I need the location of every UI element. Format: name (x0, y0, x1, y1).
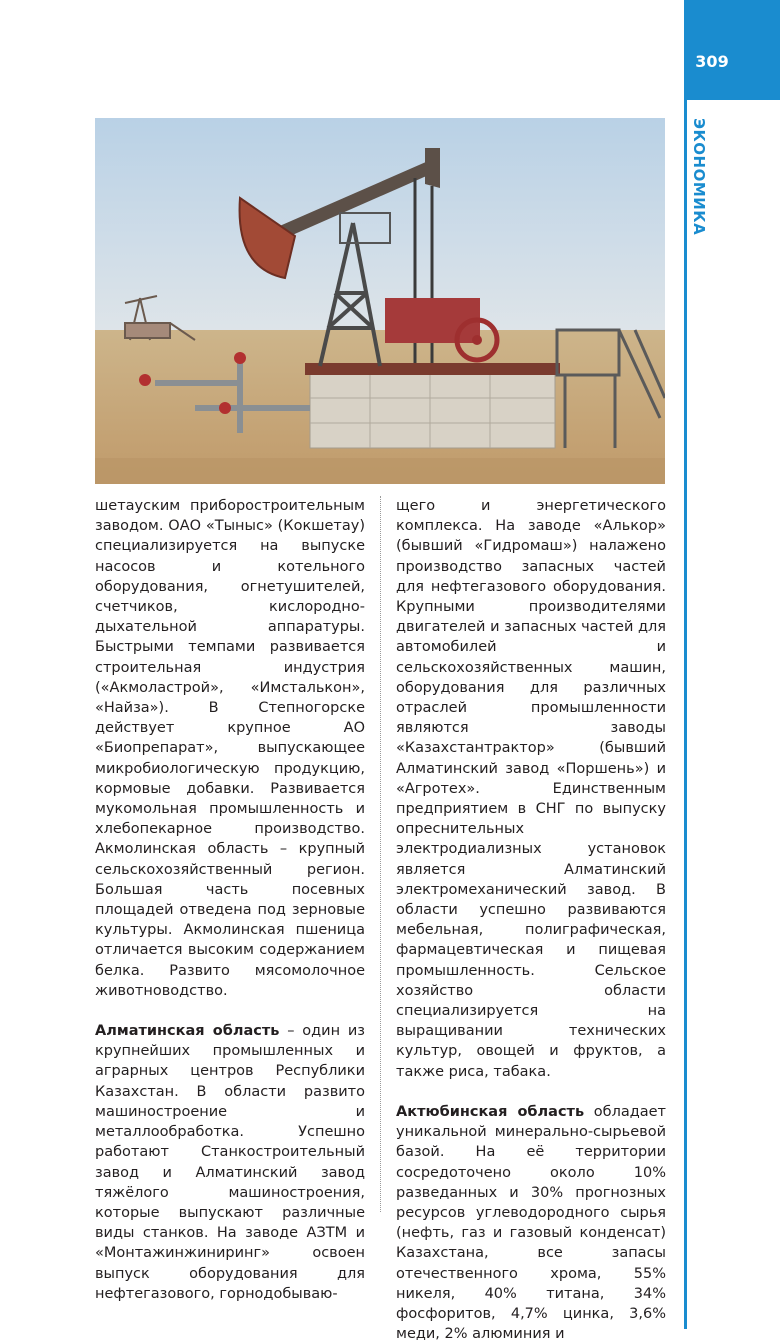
paragraph: шетауским приборостроительным заводом. ОАО «Тыныс» (Кокшетау) специализируется на выпуске насосов и котельного оборудования, огнетушителей, счетчиков, кислородно-дыхательной аппаратуры. Быстрыми темпами развивается строительная индустрия («Акмоластрой», «Имсталькон», «Найза»). В Степногорске действует крупное АО «Биопрепарат», выпускающее микробиологическую продукцию, кормовые добавки. Развивается мукомольная промышленность и хлебопекарное производство. Акмолинская область – крупный сельскохозяйственный регион. Большая часть посевных площадей отведена под зерновые культуры. Акмолинская пшеница отличается высоким содержанием белка. Развито мясомолочное животноводство. (95, 498, 365, 999)
section-label: ЭКОНОМИКА (690, 118, 708, 236)
region-heading: Алматинская область (95, 1023, 280, 1040)
text-column-right (396, 496, 666, 1344)
oil-pumpjack-photo (95, 118, 665, 484)
page-edge-stripe (684, 0, 687, 1329)
paragraph: щего и энергетического комплекса. На заводе «Алькор» (бывший «Гидромаш») налажено производство запасных частей для нефтегазового оборудования. Крупными производителями двигателей и запасных частей для автомобилей и сельскохозяйственных машин, оборудования для различных отраслей промышленности являются заводы «Казахстантрактор» (бывший Алматинский завод «Поршень») и «Агротех». Единственным предприятием в СНГ по выпуску опреснительных электродиализных установок является Алматинский электромеханический завод. В области успешно развиваются мебельная, полиграфическая, фармацевтическая и пищевая промышленность. Сельское хозяйство области специализируется на выращивании технических культур, овощей и фруктов, а также риса, табака. (396, 498, 667, 1080)
paragraph-text: – один из крупнейших промышленных и аграрных центров Республики Казахстан. В области развито машиностроение и металлообработка. Успешно работают Станкостроительный завод и Алматинский завод тяжёлого машиностроения, которые выпускают различные виды станков. На заводе АЗТМ и «Монтажинжиниринг» освоен выпуск оборудования для нефтегазового, горнодобываю- (95, 1023, 365, 1302)
region-heading: Актюбинская область (396, 1103, 585, 1120)
page-number: 309 (695, 52, 729, 71)
paragraph-almaty (95, 1021, 365, 1304)
page-number-tab (684, 0, 780, 100)
paragraph-text: обладает уникальной минерально-сырьевой базой. На её территории сосредоточено около 10% разведанных и 30% прогнозных ресурсов углеводородного сырья (нефть, газ и газовый конденсат) Казахстана, все запасы отечественного хрома, 55% никеля, 40% титана, 34% фосфоритов, 4,7% цинка, 3,6% меди, 2% алюминия и (396, 1103, 666, 1343)
column-divider (380, 496, 381, 1212)
text-column-left (95, 496, 365, 1304)
paragraph-aktobe (396, 1102, 666, 1344)
